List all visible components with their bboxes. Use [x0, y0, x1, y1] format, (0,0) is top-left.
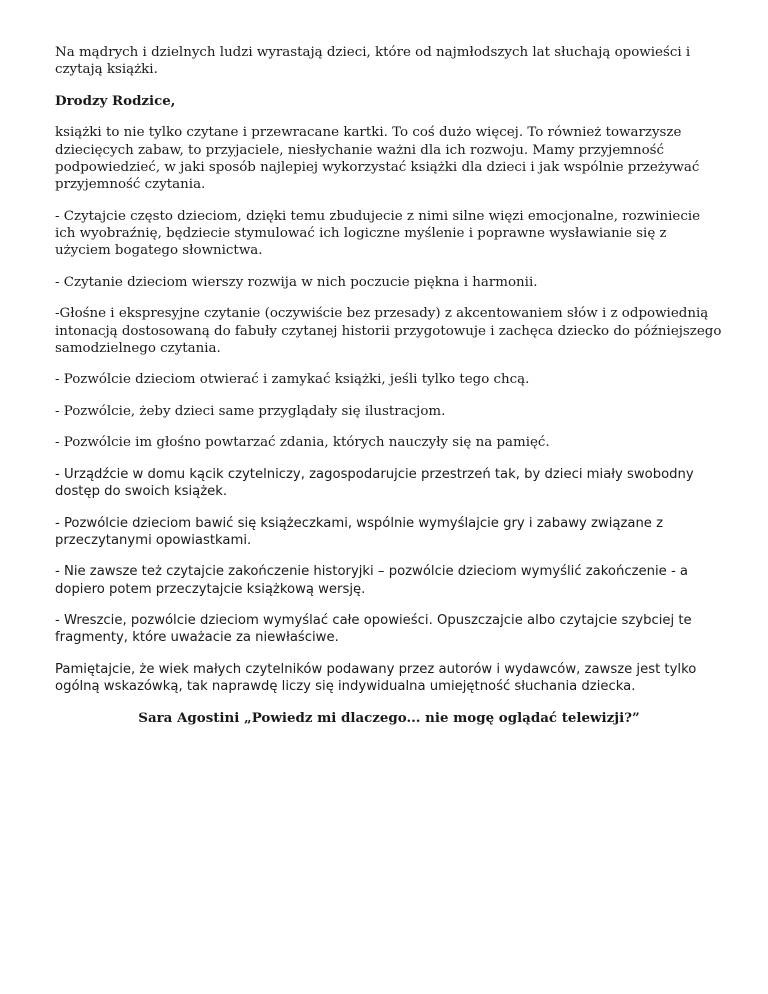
signature-line: Sara Agostini „Powiedz mi dlaczego... nie mogę oglądać telewizji?”	[138, 709, 640, 726]
greeting-heading: Drodzy Rodzice,	[55, 92, 176, 109]
tip-item-7: - Urządźcie w domu kącik czytelniczy, zagospodarujcie przestrzeń tak, by dzieci miały swobodny dostęp do swoich książek.	[55, 466, 694, 500]
tip-item-8: - Pozwólcie dzieciom bawić się książeczkami, wspólnie wymyślajcie gry i zabawy związane z przeczytanymi opowiastkami.	[55, 515, 664, 548]
intro-paragraph: Na mądrych i dzielnych ludzi wyrastają dzieci, które od najmłodszych lat słuchają opowieści i czytają książki.	[55, 45, 691, 78]
tip-item-9: - Nie zawsze też czytajcie zakończenie historyjki – pozwólcie dzieciom wymyślić zakończenie - a dopiero potem przeczytajcie książkową wersję.	[55, 564, 689, 597]
tip-item-2: - Czytanie dzieciom wierszy rozwija w nich poczucie piękna i harmonii.	[55, 274, 538, 290]
tip-item-3: -Głośne i ekspresyjne czytanie (oczywiście bez przesady) z akcentowaniem słów i z odpowiednią intonacją dostosowaną do fabuły czytanej historii przygotowuje i zachęca dziecko do późniejszego samodzielnego czytania.	[55, 306, 722, 356]
body-paragraph-1: książki to nie tylko czytane i przewracane kartki. To coś dużo więcej. To również towarzysze dziecięcych zabaw, to przyjaciele, niesłychanie ważni dla ich rozwoju. Mamy przyjemność podpowiedzieć, w jaki sposób najlepiej wykorzystać książki dla dzieci i jak wspólnie przeżywać przyjemność czytania.	[55, 125, 700, 193]
closing-paragraph: Pamiętajcie, że wiek małych czytelników podawany przez autorów i wydawców, zawsze jest tylko ogólną wskazówką, tak naprawdę liczy się indywidualna umiejętność słuchania dziecka.	[55, 661, 697, 695]
tip-item-5: - Pozwólcie, żeby dzieci same przyglądały się ilustracjom.	[55, 403, 446, 419]
tip-item-1: - Czytajcie często dzieciom, dzięki temu zbudujecie z nimi silne więzi emocjonalne, rozwiniecie ich wyobraźnię, będziecie stymulować ich logiczne myślenie i poprawne wysławianie się z użyciem bogatego słownictwa.	[55, 208, 701, 259]
tip-item-4: - Pozwólcie dzieciom otwierać i zamykać książki, jeśli tylko tego chcą.	[55, 372, 530, 388]
tip-item-6: - Pozwólcie im głośno powtarzać zdania, których nauczyły się na pamięć.	[55, 435, 550, 451]
document-page	[55, 44, 723, 741]
tip-item-10: - Wreszcie, pozwólcie dzieciom wymyślać całe opowieści. Opuszczajcie albo czytajcie szybciej te fragmenty, które uważacie za niewłaściwe.	[55, 613, 692, 646]
